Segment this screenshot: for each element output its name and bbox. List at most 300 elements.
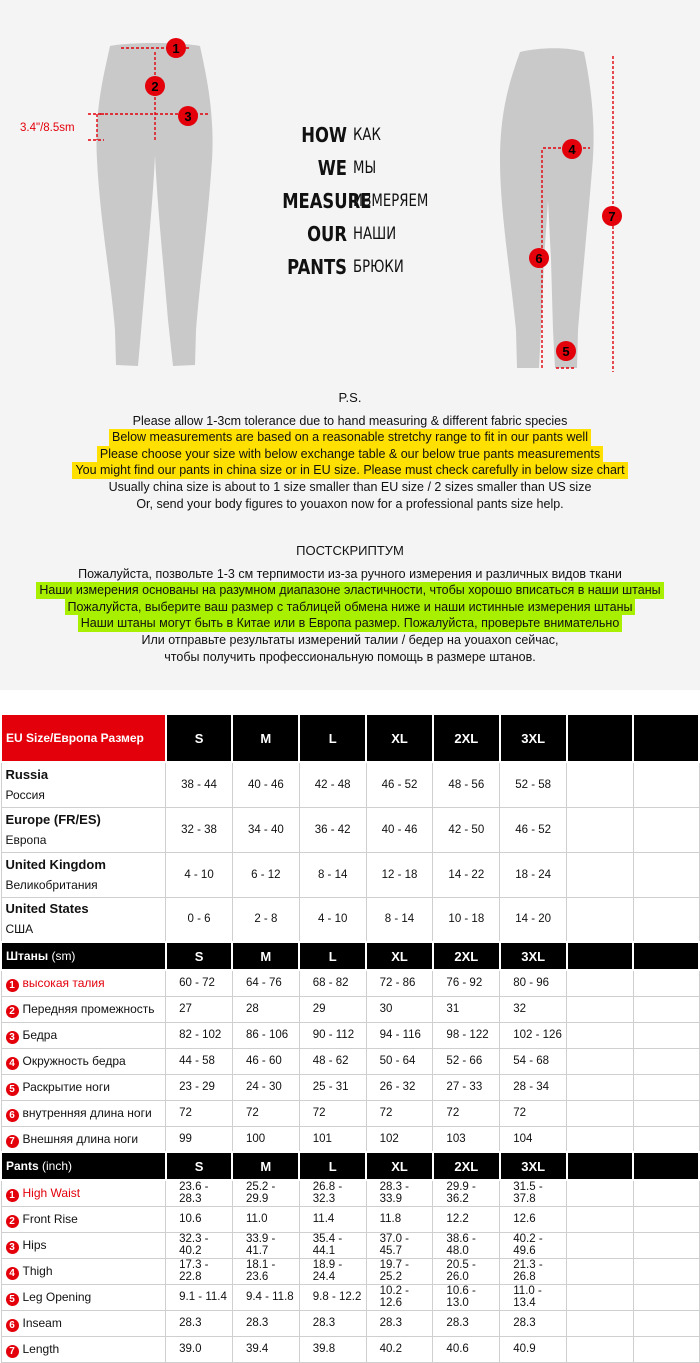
measure-value-cell: 32 <box>500 996 567 1022</box>
size-value-cell <box>567 807 634 852</box>
header-label-cell <box>1 942 166 970</box>
note-text: чтобы получить профессиональную помощь в размере штанов. <box>164 649 536 664</box>
svg-text:7: 7 <box>608 209 616 224</box>
measure-label-cell <box>1 1074 166 1100</box>
measure-value-cell: 28.3 <box>366 1310 433 1336</box>
measure-value-cell: 31 <box>433 996 500 1022</box>
measure-value-cell: 26.8 - 32.3 <box>299 1180 366 1206</box>
cm_table-row <box>1 1048 699 1074</box>
size-value-cell: 36 - 42 <box>299 807 366 852</box>
measure-value-cell: 29 <box>299 996 366 1022</box>
measure-value-cell: 28.3 <box>166 1310 233 1336</box>
marker-6-icon <box>529 248 549 268</box>
measure-value-cell: 72 <box>232 1100 299 1126</box>
notes_en-line <box>0 479 700 496</box>
measure-value-cell <box>567 1048 634 1074</box>
measure-value-cell: 68 - 82 <box>299 970 366 996</box>
table-unit: (sm) <box>48 949 76 963</box>
number-badge-icon: 4 <box>6 1267 19 1280</box>
country-name: United States <box>5 901 89 917</box>
title-en-2: WE <box>317 155 347 180</box>
svg-text:1: 1 <box>172 41 180 56</box>
measure-value-cell: 17.3 - 22.8 <box>166 1258 233 1284</box>
measure-value-cell: 40.6 <box>433 1336 500 1362</box>
measure-value-cell: 28 - 34 <box>500 1074 567 1100</box>
measure-value-cell <box>633 1126 699 1152</box>
svg-text:6: 6 <box>535 251 543 266</box>
size-header-M: M <box>232 714 299 762</box>
measure-value-cell <box>633 1022 699 1048</box>
size-header-S: S <box>166 1152 233 1180</box>
measure-value-cell <box>633 1336 699 1362</box>
size-value-cell: 34 - 40 <box>232 807 299 852</box>
size-value-cell: 46 - 52 <box>500 807 567 852</box>
measure-value-cell: 32.3 - 40.2 <box>166 1232 233 1258</box>
note-text: Наши штаны могут быть в Китае или в Европа размер. Пожалуйста, проверьте внимательно <box>78 615 623 632</box>
measure-value-cell: 9.4 - 11.8 <box>232 1284 299 1310</box>
measure-name: Thigh <box>22 1264 53 1278</box>
size-header-L: L <box>299 714 366 762</box>
svg-text:2: 2 <box>151 79 159 94</box>
measure-value-cell <box>567 1126 634 1152</box>
note-text: You might find our pants in china size or in EU size. Please must check carefully in below size chart <box>72 462 627 479</box>
size-value-cell: 40 - 46 <box>366 807 433 852</box>
measure-value-cell: 40.2 - 49.6 <box>500 1232 567 1258</box>
measure-name: Передняя промежность <box>22 1002 155 1016</box>
notes_ru-line <box>0 615 700 632</box>
measure-name: высокая талия <box>22 976 105 991</box>
cm_table-row <box>1 1100 699 1126</box>
size-header-2XL: 2XL <box>433 1152 500 1180</box>
measure-value-cell <box>567 1310 634 1336</box>
measure-label-cell <box>1 1258 166 1284</box>
notes-en-title: P.S. <box>338 390 362 405</box>
size-value-cell: 38 - 44 <box>166 762 233 807</box>
marker-1-icon <box>166 38 186 58</box>
measure-value-cell: 46 - 60 <box>232 1048 299 1074</box>
size-header-M: M <box>232 942 299 970</box>
measure-value-cell <box>633 1074 699 1100</box>
measure-value-cell <box>567 1232 634 1258</box>
title-en-1: HOW <box>301 122 347 147</box>
number-badge-icon: 3 <box>6 1241 19 1254</box>
inch_table-row <box>1 1310 699 1336</box>
measure-label-cell <box>1 1126 166 1152</box>
table-title: Штаны <box>6 949 49 963</box>
conversion-header-row <box>1 714 699 762</box>
measure-name: Length <box>22 1342 60 1356</box>
measure-value-cell <box>567 970 634 996</box>
measure-value-cell <box>633 1100 699 1126</box>
inch_table-row <box>1 1180 699 1206</box>
size-value-cell: 40 - 46 <box>232 762 299 807</box>
notes_ru-line <box>0 582 700 599</box>
measure-name: High Waist <box>22 1186 81 1201</box>
measure-value-cell: 20.5 - 26.0 <box>433 1258 500 1284</box>
measure-value-cell <box>567 1336 634 1362</box>
cm_table-row <box>1 996 699 1022</box>
inch_table-row <box>1 1206 699 1232</box>
inch_table-row <box>1 1258 699 1284</box>
how-we-measure-title <box>268 118 448 283</box>
measure-value-cell: 21.3 - 26.8 <box>500 1258 567 1284</box>
number-badge-icon: 2 <box>6 1215 19 1228</box>
inch_table-row <box>1 1284 699 1310</box>
measure-value-cell: 28.3 <box>299 1310 366 1336</box>
measure-value-cell: 38.6 - 48.0 <box>433 1232 500 1258</box>
measure-name: внутренняя длина ноги <box>22 1106 152 1120</box>
country-name-ru: США <box>5 922 34 937</box>
measure-value-cell: 33.9 - 41.7 <box>232 1232 299 1258</box>
size-value-cell: 6 - 12 <box>232 852 299 897</box>
country-cell <box>1 852 166 897</box>
note-text: Or, send your body figures to youaxon now for a professional pants size help. <box>136 496 564 511</box>
size-header-S: S <box>166 714 233 762</box>
measure-value-cell: 90 - 112 <box>299 1022 366 1048</box>
note-text: Пожалуйста, позвольте 1-3 см терпимости из-за ручного измерения и различных видов ткани <box>78 566 622 581</box>
measure-value-cell: 28.3 <box>433 1310 500 1336</box>
table-unit: (inch) <box>38 1159 73 1173</box>
measure-label-cell <box>1 970 166 996</box>
measure-label-cell <box>1 1048 166 1074</box>
cm_table-row <box>1 1074 699 1100</box>
measure-value-cell: 10.6 <box>166 1206 233 1232</box>
title-ru-3: ИЗМЕРЯЕМ <box>353 190 429 211</box>
measure-value-cell: 54 - 68 <box>500 1048 567 1074</box>
size-header-S: S <box>166 942 233 970</box>
measure-value-cell <box>633 1180 699 1206</box>
number-badge-icon: 1 <box>6 1189 19 1202</box>
measure-value-cell: 28.3 <box>500 1310 567 1336</box>
title-ru-1: КАК <box>353 124 381 145</box>
svg-text:5: 5 <box>562 344 570 359</box>
measure-value-cell: 10.6 - 13.0 <box>433 1284 500 1310</box>
size-header-3XL: 3XL <box>500 942 567 970</box>
marker-3-icon <box>178 106 198 126</box>
measure-value-cell: 52 - 66 <box>433 1048 500 1074</box>
country-name: United Kingdom <box>5 856 106 872</box>
measure-value-cell <box>633 1232 699 1258</box>
measure-value-cell: 27 <box>166 996 233 1022</box>
measure-value-cell: 12.2 <box>433 1206 500 1232</box>
size-value-cell: 46 - 52 <box>366 762 433 807</box>
side-pants-figure <box>500 48 594 368</box>
size-value-cell: 42 - 48 <box>299 762 366 807</box>
measure-value-cell: 23.6 - 28.3 <box>166 1180 233 1206</box>
measure-name: Leg Opening <box>22 1290 92 1304</box>
size-header-XL: XL <box>366 714 433 762</box>
measure-value-cell <box>567 1180 634 1206</box>
table-title: Pants <box>6 1159 39 1173</box>
marker-2-icon <box>145 76 165 96</box>
measure-label-cell <box>1 1284 166 1310</box>
measure-value-cell: 101 <box>299 1126 366 1152</box>
measure-value-cell: 25 - 31 <box>299 1074 366 1100</box>
measure-value-cell: 18.1 - 23.6 <box>232 1258 299 1284</box>
notes_ru-line <box>0 599 700 616</box>
measure-value-cell: 102 - 126 <box>500 1022 567 1048</box>
inch_table-header-row <box>1 1152 699 1180</box>
size-value-cell <box>633 807 699 852</box>
measure-value-cell: 72 <box>433 1100 500 1126</box>
size-header-blank <box>567 714 634 762</box>
notes_en-line <box>0 413 700 430</box>
measure-value-cell: 35.4 - 44.1 <box>299 1232 366 1258</box>
rise-note: 3.4"/8.5sm <box>20 122 75 134</box>
number-badge-icon: 7 <box>6 1345 19 1358</box>
measure-value-cell: 72 <box>166 1100 233 1126</box>
size-value-cell: 14 - 22 <box>433 852 500 897</box>
measure-value-cell: 23 - 29 <box>166 1074 233 1100</box>
number-badge-icon: 1 <box>6 979 19 992</box>
cm_table-row <box>1 1126 699 1152</box>
country-name-ru: Россия <box>5 787 45 802</box>
measure-value-cell: 64 - 76 <box>232 970 299 996</box>
measure-value-cell <box>633 996 699 1022</box>
size-header-blank <box>567 1152 634 1180</box>
size-value-cell <box>633 897 699 942</box>
size-header-XL: XL <box>366 1152 433 1180</box>
measure-value-cell: 104 <box>500 1126 567 1152</box>
country-name-ru: Великобритания <box>5 877 98 892</box>
size-value-cell: 4 - 10 <box>299 897 366 942</box>
country-cell <box>1 897 166 942</box>
measure-value-cell: 11.4 <box>299 1206 366 1232</box>
measure-value-cell: 60 - 72 <box>166 970 233 996</box>
measure-value-cell: 18.9 - 24.4 <box>299 1258 366 1284</box>
size-value-cell: 52 - 58 <box>500 762 567 807</box>
measure-value-cell: 9.8 - 12.2 <box>299 1284 366 1310</box>
measure-value-cell <box>633 1206 699 1232</box>
measure-value-cell: 86 - 106 <box>232 1022 299 1048</box>
measure-value-cell: 99 <box>166 1126 233 1152</box>
measure-value-cell: 82 - 102 <box>166 1022 233 1048</box>
size-header-3XL: 3XL <box>500 1152 567 1180</box>
measure-value-cell <box>567 1206 634 1232</box>
measure-value-cell <box>633 1284 699 1310</box>
size-value-cell: 10 - 18 <box>433 897 500 942</box>
note-text: Наши измерения основаны на разумном диапазоне эластичности, чтобы хорошо вписаться в наши штаны <box>36 582 663 599</box>
measure-value-cell <box>567 1100 634 1126</box>
note-text: Please allow 1-3cm tolerance due to hand measuring & different fabric species <box>132 413 568 428</box>
measure-value-cell <box>633 1310 699 1336</box>
measure-value-cell: 26 - 32 <box>366 1074 433 1100</box>
size-value-cell: 8 - 14 <box>299 852 366 897</box>
size-value-cell: 0 - 6 <box>166 897 233 942</box>
svg-text:4: 4 <box>568 142 576 157</box>
measure-value-cell: 25.2 - 29.9 <box>232 1180 299 1206</box>
notes_en-line <box>0 446 700 463</box>
inch_table-row <box>1 1336 699 1362</box>
title-en-3: MEASURE <box>282 188 372 213</box>
measure-value-cell <box>567 1074 634 1100</box>
measure-value-cell: 40.9 <box>500 1336 567 1362</box>
measure-value-cell: 11.0 <box>232 1206 299 1232</box>
size-value-cell: 14 - 20 <box>500 897 567 942</box>
measure-name: Окружность бедра <box>22 1054 126 1068</box>
size-header-M: M <box>232 1152 299 1180</box>
size-value-cell: 2 - 8 <box>232 897 299 942</box>
measure-value-cell: 31.5 - 37.8 <box>500 1180 567 1206</box>
measure-value-cell: 103 <box>433 1126 500 1152</box>
measure-value-cell: 72 <box>299 1100 366 1126</box>
size-value-cell: 32 - 38 <box>166 807 233 852</box>
measure-value-cell <box>567 1022 634 1048</box>
size-chart-table <box>0 713 700 1363</box>
note-text: Пожалуйста, выберите ваш размер с таблицей обмена ниже и наши истинные измерения штаны <box>65 599 636 616</box>
size-header-blank <box>567 942 634 970</box>
measure-name: Бедра <box>22 1028 58 1042</box>
measure-value-cell: 98 - 122 <box>433 1022 500 1048</box>
measure-name: Раскрытие ноги <box>22 1080 110 1094</box>
size-value-cell: 48 - 56 <box>433 762 500 807</box>
conversion-row <box>1 897 699 942</box>
header-label-cell: EU Size/Европа Размер <box>1 714 166 762</box>
conversion-row <box>1 852 699 897</box>
marker-7-icon <box>602 206 622 226</box>
size-value-cell: 18 - 24 <box>500 852 567 897</box>
measure-value-cell: 72 - 86 <box>366 970 433 996</box>
measure-label-cell <box>1 1100 166 1126</box>
measure-value-cell: 72 <box>500 1100 567 1126</box>
measure-value-cell <box>633 1258 699 1284</box>
measure-value-cell: 48 - 62 <box>299 1048 366 1074</box>
title-en-4: OUR <box>307 221 347 246</box>
notes-ru-title: ПОСТСКРИПТУМ <box>296 543 404 558</box>
inch_table-row <box>1 1232 699 1258</box>
measure-value-cell: 39.4 <box>232 1336 299 1362</box>
measure-value-cell: 102 <box>366 1126 433 1152</box>
measure-value-cell: 39.0 <box>166 1336 233 1362</box>
marker-5-icon <box>556 341 576 361</box>
measure-value-cell: 94 - 116 <box>366 1022 433 1048</box>
measure-value-cell: 28.3 - 33.9 <box>366 1180 433 1206</box>
measure-value-cell: 27 - 33 <box>433 1074 500 1100</box>
notes_en-line <box>0 462 700 479</box>
country-name: Europe (FR/ES) <box>5 811 101 827</box>
measure-value-cell: 24 - 30 <box>232 1074 299 1100</box>
size-value-cell <box>567 762 634 807</box>
measure-value-cell: 19.7 - 25.2 <box>366 1258 433 1284</box>
notes-russian <box>0 543 700 665</box>
notes_ru-line <box>0 632 700 649</box>
measure-name: Внешняя длина ноги <box>22 1131 139 1146</box>
size-value-cell: 8 - 14 <box>366 897 433 942</box>
measure-value-cell: 100 <box>232 1126 299 1152</box>
svg-text:3: 3 <box>184 109 192 124</box>
cm_table-row <box>1 970 699 996</box>
measure-value-cell: 28 <box>232 996 299 1022</box>
conversion-row <box>1 807 699 852</box>
note-text: Или отправьте результаты измерений талии / бедер на youaxon сейчас, <box>141 632 559 647</box>
measure-value-cell: 80 - 96 <box>500 970 567 996</box>
measure-value-cell: 10.2 - 12.6 <box>366 1284 433 1310</box>
title-ru-5: БРЮКИ <box>353 256 404 277</box>
country-cell <box>1 807 166 852</box>
measure-label-cell <box>1 1232 166 1258</box>
size-value-cell <box>633 852 699 897</box>
size-header-blank <box>633 714 699 762</box>
size-value-cell: 42 - 50 <box>433 807 500 852</box>
number-badge-icon: 7 <box>6 1135 19 1148</box>
notes_ru-line <box>0 566 700 583</box>
title-ru-2: МЫ <box>353 157 377 178</box>
measure-value-cell <box>567 1284 634 1310</box>
cm_table-row <box>1 1022 699 1048</box>
size-value-cell <box>633 762 699 807</box>
notes_en-line <box>0 496 700 513</box>
measure-value-cell <box>567 1258 634 1284</box>
measure-value-cell: 12.6 <box>500 1206 567 1232</box>
measure-value-cell: 29.9 - 36.2 <box>433 1180 500 1206</box>
size-header-blank <box>633 1152 699 1180</box>
measure-name: Hips <box>22 1238 47 1252</box>
number-badge-icon: 4 <box>6 1057 19 1070</box>
size-header-3XL: 3XL <box>500 714 567 762</box>
notes_en-line <box>0 429 700 446</box>
conversion-row <box>1 762 699 807</box>
measure-value-cell: 39.8 <box>299 1336 366 1362</box>
size-header-2XL: 2XL <box>433 942 500 970</box>
size-header-L: L <box>299 942 366 970</box>
measure-value-cell: 9.1 - 11.4 <box>166 1284 233 1310</box>
measure-label-cell <box>1 1310 166 1336</box>
measure-value-cell <box>633 1048 699 1074</box>
measure-value-cell: 50 - 64 <box>366 1048 433 1074</box>
measure-value-cell: 37.0 - 45.7 <box>366 1232 433 1258</box>
country-name: Russia <box>5 766 49 782</box>
number-badge-icon: 6 <box>6 1109 19 1122</box>
measure-name: Inseam <box>22 1316 62 1330</box>
measure-value-cell: 11.0 - 13.4 <box>500 1284 567 1310</box>
measure-value-cell: 72 <box>366 1100 433 1126</box>
measure-value-cell <box>567 996 634 1022</box>
measure-label-cell <box>1 996 166 1022</box>
size-value-cell <box>567 852 634 897</box>
number-badge-icon: 5 <box>6 1083 19 1096</box>
marker-4-icon <box>562 139 582 159</box>
measure-label-cell <box>1 1206 166 1232</box>
measure-value-cell: 28.3 <box>232 1310 299 1336</box>
size-value-cell: 12 - 18 <box>366 852 433 897</box>
note-text: Below measurements are based on a reasonable stretchy range to fit in our pants well <box>109 429 591 446</box>
country-cell <box>1 762 166 807</box>
measure-label-cell <box>1 1336 166 1362</box>
measure-value-cell <box>633 970 699 996</box>
measure-label-cell <box>1 1180 166 1206</box>
number-badge-icon: 3 <box>6 1031 19 1044</box>
measure-value-cell: 76 - 92 <box>433 970 500 996</box>
note-text: Please choose your size with below exchange table & our below true pants measurements <box>97 446 603 463</box>
size-header-blank <box>633 942 699 970</box>
notes_ru-line <box>0 649 700 666</box>
number-badge-icon: 5 <box>6 1293 19 1306</box>
measure-name: Front Rise <box>22 1212 78 1226</box>
size-header-2XL: 2XL <box>433 714 500 762</box>
measure-label-cell <box>1 1022 166 1048</box>
measure-value-cell: 11.8 <box>366 1206 433 1232</box>
number-badge-icon: 2 <box>6 1005 19 1018</box>
measure-value-cell: 30 <box>366 996 433 1022</box>
measure-value-cell: 40.2 <box>366 1336 433 1362</box>
measure-value-cell: 44 - 58 <box>166 1048 233 1074</box>
cm_table-header-row <box>1 942 699 970</box>
notes-english <box>0 390 700 512</box>
title-en-5: PANTS <box>287 254 347 279</box>
note-text: Usually china size is about to 1 size smaller than EU size / 2 sizes smaller than US size <box>108 479 592 494</box>
title-ru-4: НАШИ <box>353 223 397 244</box>
header-label-cell <box>1 1152 166 1180</box>
